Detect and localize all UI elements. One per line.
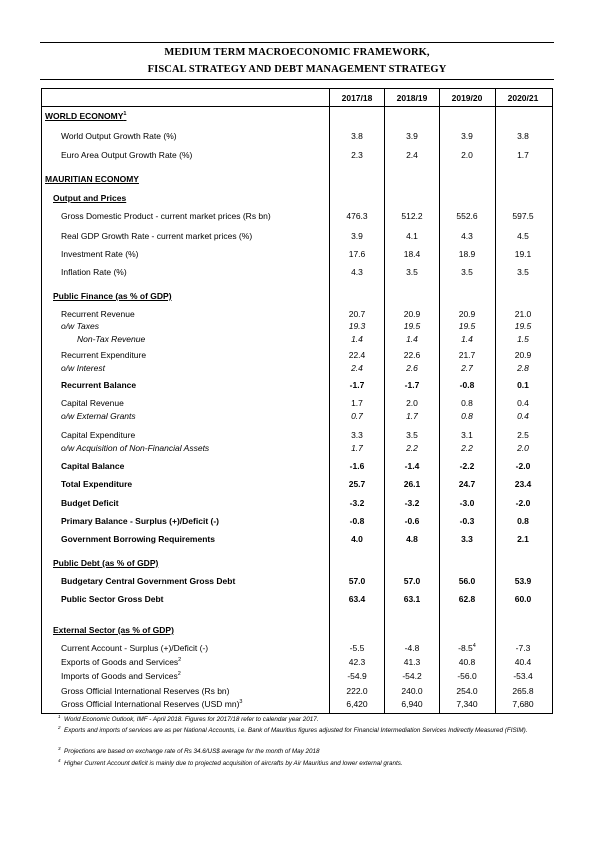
row-value: 1.7 — [351, 398, 363, 408]
section-public-finance: Public Finance (as % of GDP) — [53, 291, 172, 301]
row-label: Euro Area Output Growth Rate (%) — [61, 150, 193, 160]
row-value: 3.3 — [351, 430, 363, 440]
row-label: Government Borrowing Requirements — [61, 534, 215, 544]
row-value: 240.0 — [401, 686, 423, 696]
row-value: 3.5 — [406, 430, 418, 440]
row-label: Gross Official International Reserves (USD mn)$^3$ — [61, 699, 243, 709]
row-value: 18.4 — [403, 249, 421, 259]
column-header: 2019/20 — [451, 93, 483, 103]
row-value: 0.8 — [461, 398, 473, 408]
row-value: 254.0 — [456, 686, 478, 696]
row-value: 41.3 — [403, 657, 421, 667]
row-value: 2.3 — [351, 150, 363, 160]
row-value: 6,940 — [401, 699, 423, 709]
row-value: 21.0 — [514, 309, 532, 319]
row-value: 53.9 — [514, 576, 532, 586]
row-value: 17.6 — [348, 249, 366, 259]
row-value: -0.6 — [404, 516, 420, 526]
section-public-debt: Public Debt (as % of GDP) — [53, 558, 159, 568]
row-value: -0.8 — [349, 516, 365, 526]
row-value: 6,420 — [346, 699, 368, 709]
row-label: Recurrent Expenditure — [61, 350, 147, 360]
row-label: Budget Deficit — [61, 498, 119, 508]
footnote: $^1$ World Economic Outlook, IMF - April 2018. Figures for 2017/18 refer to calendar year 2017. — [58, 713, 319, 723]
row-label: o/w Interest — [61, 363, 105, 373]
title-top-rule — [40, 42, 554, 43]
row-value: 2.4 — [351, 363, 363, 373]
row-value: 1.4 — [461, 334, 473, 344]
row-value: 3.9 — [406, 131, 418, 141]
row-value: 512.2 — [401, 211, 423, 221]
row-label: Imports of Goods and Services$^2$ — [61, 671, 181, 681]
page-title-line1: MEDIUM TERM MACROECONOMIC FRAMEWORK, — [164, 47, 430, 58]
row-value: 60.0 — [514, 594, 532, 604]
row-value: 222.0 — [346, 686, 368, 696]
section-external-sector: External Sector (as % of GDP) — [53, 625, 174, 635]
row-value: 2.8 — [517, 363, 529, 373]
row-value: 19.5 — [403, 321, 421, 331]
row-label: o/w Taxes — [61, 321, 99, 331]
row-value: 0.1 — [517, 380, 529, 390]
row-label: o/w External Grants — [61, 411, 136, 421]
row-value: 2.1 — [517, 534, 529, 544]
row-value: 1.5 — [517, 334, 529, 344]
row-value: 4.0 — [351, 534, 363, 544]
row-value: 3.9 — [461, 131, 473, 141]
row-value: 0.8 — [461, 411, 473, 421]
section-output-prices: Output and Prices — [53, 193, 127, 203]
row-label: Investment Rate (%) — [61, 249, 139, 259]
section-mauritian-economy: MAURITIAN ECONOMY — [45, 174, 139, 184]
row-value: -54.2 — [402, 671, 422, 681]
row-value: 19.5 — [514, 321, 532, 331]
row-value: 19.5 — [458, 321, 476, 331]
row-value: 21.7 — [458, 350, 476, 360]
row-value: 22.6 — [403, 350, 421, 360]
row-label: Public Sector Gross Debt — [61, 594, 164, 604]
row-value: 4.8 — [406, 534, 418, 544]
row-value: 3.1 — [461, 430, 473, 440]
row-label: Budgetary Central Government Gross Debt — [61, 576, 236, 586]
row-label: Recurrent Balance — [61, 380, 137, 390]
row-value: 57.0 — [403, 576, 421, 586]
header-divider — [42, 106, 552, 107]
title-bottom-rule — [40, 79, 554, 80]
row-value: 4.3 — [461, 231, 473, 241]
row-value: 1.7 — [517, 150, 529, 160]
row-value: 7,680 — [512, 699, 534, 709]
row-value: 0.4 — [517, 411, 529, 421]
row-value: 597.5 — [512, 211, 534, 221]
framework-table — [41, 88, 553, 714]
row-value: 2.2 — [406, 443, 418, 453]
row-value: -1.6 — [349, 461, 365, 471]
row-value: 2.0 — [406, 398, 418, 408]
row-value: 3.5 — [406, 267, 418, 277]
row-value: 2.4 — [406, 150, 418, 160]
row-value: 265.8 — [512, 686, 534, 696]
row-value: 1.4 — [406, 334, 418, 344]
row-value: 2.5 — [517, 430, 529, 440]
row-value: 0.8 — [517, 516, 529, 526]
row-value: 3.8 — [351, 131, 363, 141]
row-label: Primary Balance - Surplus (+)/Deficit (-) — [61, 516, 219, 526]
row-value: 2.0 — [517, 443, 529, 453]
row-value: 3.3 — [461, 534, 473, 544]
row-value: 22.4 — [348, 350, 366, 360]
row-value: -2.2 — [459, 461, 475, 471]
row-value: 25.7 — [348, 479, 366, 489]
row-value: 2.7 — [461, 363, 473, 373]
row-value: 18.9 — [458, 249, 476, 259]
row-label: Capital Revenue — [61, 398, 124, 408]
row-value: 19.1 — [514, 249, 532, 259]
row-value: -56.0 — [457, 671, 477, 681]
row-value: -1.7 — [404, 380, 420, 390]
row-value: 3.9 — [351, 231, 363, 241]
row-value: 26.1 — [403, 479, 421, 489]
row-value: 552.6 — [456, 211, 478, 221]
row-value: 62.8 — [458, 594, 476, 604]
row-value: -54.9 — [347, 671, 367, 681]
row-value: 2.2 — [461, 443, 473, 453]
row-value: 1.7 — [351, 443, 363, 453]
row-label: Real GDP Growth Rate - current market prices (%) — [61, 231, 253, 241]
row-value: 4.3 — [351, 267, 363, 277]
row-value: 57.0 — [348, 576, 366, 586]
row-value: 2.6 — [406, 363, 418, 373]
row-value: 0.7 — [351, 411, 363, 421]
section-world-economy: WORLD ECONOMY$^1$ — [45, 111, 127, 121]
row-label: Recurrent Revenue — [61, 309, 135, 319]
row-value: -3.2 — [404, 498, 420, 508]
row-label: Total Expenditure — [61, 479, 133, 489]
row-value: 40.4 — [514, 657, 532, 667]
row-value: 3.5 — [461, 267, 473, 277]
row-value: 56.0 — [458, 576, 476, 586]
row-label: o/w Acquisition of Non-Financial Assets — [61, 443, 210, 453]
row-value: 1.7 — [406, 411, 418, 421]
row-label: Inflation Rate (%) — [61, 267, 127, 277]
row-value: 20.9 — [514, 350, 532, 360]
row-value: -7.3 — [515, 643, 531, 653]
row-value: 42.3 — [348, 657, 366, 667]
row-value: -3.0 — [459, 498, 475, 508]
row-label: Exports of Goods and Services$^2$ — [61, 657, 182, 667]
row-value: -1.7 — [349, 380, 365, 390]
row-value: 7,340 — [456, 699, 478, 709]
row-label: Non-Tax Revenue — [77, 334, 146, 344]
row-value: -2.0 — [515, 461, 531, 471]
row-value: 23.4 — [514, 479, 532, 489]
row-label: Gross Official International Reserves (Rs bn) — [61, 686, 230, 696]
footnote: $^3$ Projections are based on exchange rate of Rs 34.6/US$ average for the month of May 2018 — [58, 745, 320, 755]
row-value: -5.5 — [349, 643, 365, 653]
row-label: Current Account - Surplus (+)/Deficit (-) — [61, 643, 209, 653]
footnote: $^4$ Higher Current Account deficit is mainly due to projected acquisition of aircrafts by Air Mauritius and lower external grants. — [58, 757, 403, 767]
row-value: $-8.5^4$ — [458, 643, 476, 653]
row-value: 24.7 — [458, 479, 476, 489]
row-value: -4.8 — [404, 643, 420, 653]
row-value: 3.5 — [517, 267, 529, 277]
row-value: -3.2 — [349, 498, 365, 508]
row-value: 476.3 — [346, 211, 368, 221]
row-value: -0.8 — [459, 380, 475, 390]
row-value: 20.7 — [348, 309, 366, 319]
row-value: 4.1 — [406, 231, 418, 241]
row-value: 63.4 — [348, 594, 366, 604]
row-label: World Output Growth Rate (%) — [61, 131, 177, 141]
row-value: 0.4 — [517, 398, 529, 408]
row-label: Capital Balance — [61, 461, 125, 471]
row-value: 4.5 — [517, 231, 529, 241]
row-label: Capital Expenditure — [61, 430, 136, 440]
footnote: $^2$ Exports and imports of services are as per National Accounts, i.e. Bank of Mauritius figures adjusted for Financial Intermediation Services Indirectly Measured (FISIM). — [58, 724, 528, 734]
row-value: 20.9 — [403, 309, 421, 319]
row-label: Gross Domestic Product - current market prices (Rs bn) — [61, 211, 271, 221]
row-value: -0.3 — [459, 516, 475, 526]
row-value: 40.8 — [458, 657, 476, 667]
row-value: 3.8 — [517, 131, 529, 141]
row-value: 19.3 — [348, 321, 366, 331]
row-value: -1.4 — [404, 461, 420, 471]
row-value: -2.0 — [515, 498, 531, 508]
page-title-line2: FISCAL STRATEGY AND DEBT MANAGEMENT STRATEGY — [147, 64, 447, 75]
column-header: 2020/21 — [507, 93, 539, 103]
column-header: 2017/18 — [341, 93, 373, 103]
column-header: 2018/19 — [396, 93, 428, 103]
row-value: 1.4 — [351, 334, 363, 344]
row-value: 2.0 — [461, 150, 473, 160]
row-value: 63.1 — [403, 594, 421, 604]
row-value: 20.9 — [458, 309, 476, 319]
row-value: -53.4 — [513, 671, 533, 681]
